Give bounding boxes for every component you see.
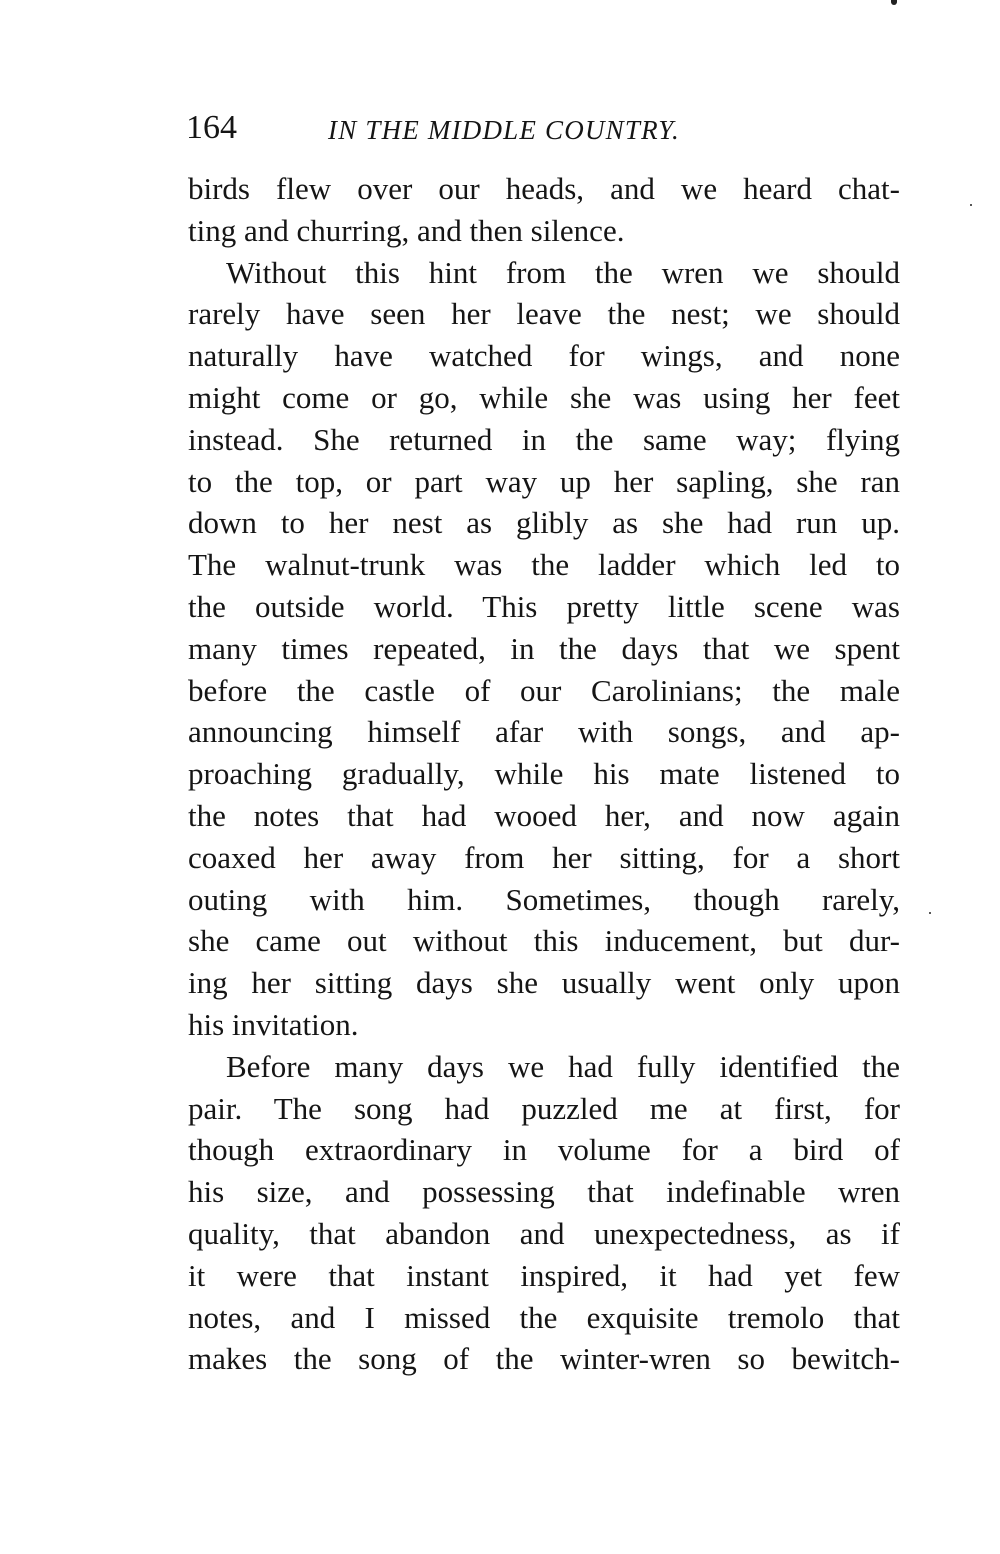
- text-line: proaching gradually, while his mate listened to: [188, 756, 900, 792]
- running-header: [186, 108, 898, 148]
- text-line: Without this hint from the wren we should: [226, 254, 900, 290]
- text-line: quality, that abandon and unexpectedness, as if: [188, 1215, 900, 1251]
- text-line: down to her nest as glibly as she had run up.: [188, 505, 900, 541]
- text-line: his invitation.: [188, 1006, 359, 1042]
- text-line: ing her sitting days she usually went only upon: [188, 965, 900, 1001]
- text-line: The walnut-trunk was the ladder which led to: [188, 547, 900, 583]
- text-line: to the top, or part way up her sapling, she ran: [188, 463, 900, 499]
- text-line: Before many days we had fully identified the: [226, 1048, 900, 1084]
- text-line: many times repeated, in the days that we spent: [188, 630, 900, 666]
- text-line: announcing himself afar with songs, and ap-: [188, 714, 900, 750]
- text-line: notes, and I missed the exquisite tremolo that: [188, 1299, 900, 1335]
- text-line: pair. The song had puzzled me at first, for: [188, 1090, 900, 1126]
- text-line: might come or go, while she was using her feet: [188, 379, 900, 415]
- body-text: [188, 168, 900, 1380]
- text-line: she came out without this inducement, but dur-: [188, 923, 900, 959]
- text-line: the outside world. This pretty little scene was: [188, 588, 900, 624]
- corner-ink-mark: [891, 0, 897, 5]
- text-line: outing with him. Sometimes, though rarely,: [188, 881, 900, 917]
- text-line: coaxed her away from her sitting, for a short: [188, 839, 900, 875]
- text-line: before the castle of our Carolinians; the male: [188, 672, 900, 708]
- text-line: the notes that had wooed her, and now again: [188, 797, 900, 833]
- text-line: though extraordinary in volume for a bird of: [188, 1132, 900, 1168]
- text-line: birds flew over our heads, and we heard chat-: [188, 171, 900, 206]
- text-line: ting and churring, and then silence.: [188, 212, 625, 248]
- margin-speck: [929, 912, 931, 914]
- text-line: his size, and possessing that indefinable wren: [188, 1174, 900, 1210]
- page-number: 164: [186, 109, 237, 146]
- text-line: it were that instant inspired, it had yet few: [188, 1257, 900, 1293]
- text-line: rarely have seen her leave the nest; we should: [188, 296, 900, 332]
- margin-speck: [970, 204, 972, 206]
- text-line: makes the song of the winter-wren so bewitch-: [188, 1341, 900, 1377]
- running-title: IN THE MIDDLE COUNTRY.: [328, 115, 680, 145]
- text-line: naturally have watched for wings, and none: [188, 338, 900, 374]
- text-line: instead. She returned in the same way; flying: [188, 421, 900, 457]
